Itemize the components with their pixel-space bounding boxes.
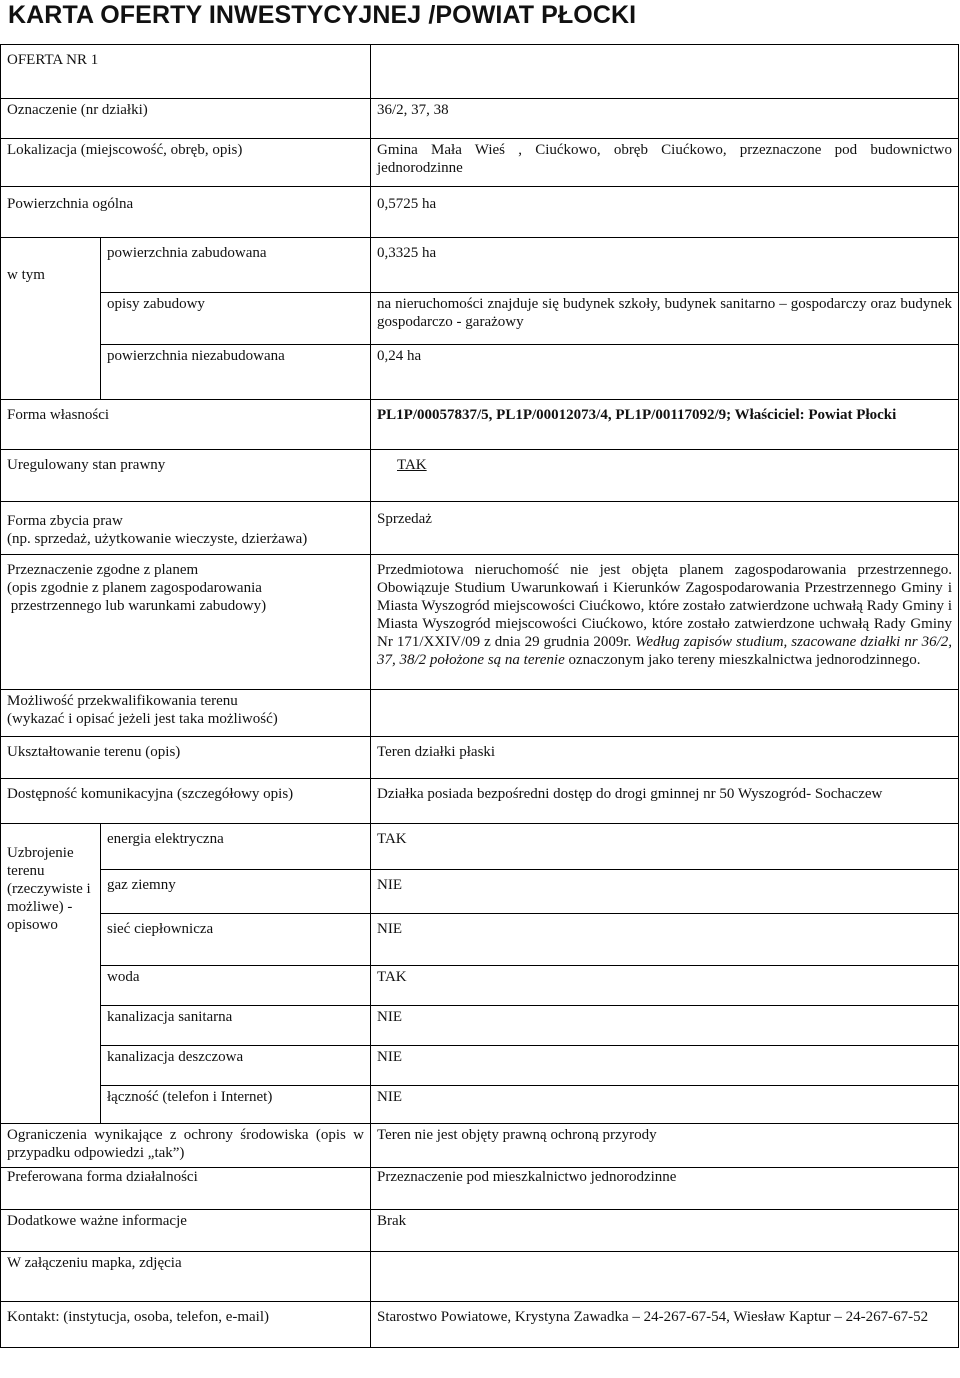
lokalizacja-value: Gmina Mała Wieś , Ciućkowo, obręb Ciućkowo, przeznaczone pod budownictwo jednorodzinne <box>371 139 959 187</box>
ograniczenia-label: Ograniczenia wynikające z ochrony środowiska (opis w przypadku odpowiedzi „tak”) <box>1 1124 371 1168</box>
gaz-value: NIE <box>371 870 959 914</box>
forma-zbycia-label-line2: (np. sprzedaż, użytkowanie wieczyste, dzierżawa) <box>7 531 308 547</box>
row-powierzchnia <box>1 187 959 238</box>
row-gaz <box>1 870 959 914</box>
row-zabudowana <box>1 238 959 293</box>
offer-number-value <box>371 45 959 99</box>
oznaczenie-label: Oznaczenie (nr działki) <box>1 99 371 139</box>
uksztaltowanie-value: Teren działki płaski <box>371 737 959 779</box>
row-lacznosc <box>1 1086 959 1124</box>
energia-value: TAK <box>371 824 959 870</box>
forma-zbycia-label-line1: Forma zbycia praw <box>7 513 123 529</box>
forma-wlasnosci-label: Forma własności <box>1 400 371 450</box>
zabudowana-value: 0,3325 ha <box>371 238 959 293</box>
stan-prawny-value: TAK <box>397 457 427 473</box>
przeznaczenie-label-line1: Przeznaczenie zgodne z planem <box>7 562 199 578</box>
row-ograniczenia <box>1 1124 959 1168</box>
dodatkowe-value: Brak <box>371 1210 959 1252</box>
opisy-zabudowy-value: na nieruchomości znajduje się budynek szkoły, budynek sanitarno – gospodarczy oraz budynek gospodarczo - garażowy <box>371 293 959 345</box>
dodatkowe-label: Dodatkowe ważne informacje <box>1 1210 371 1252</box>
uksztaltowanie-label: Ukształtowanie terenu (opis) <box>1 737 371 779</box>
kanalizacja-deszczowa-label: kanalizacja deszczowa <box>101 1046 371 1086</box>
offer-table <box>0 44 959 1348</box>
powierzchnia-label: Powierzchnia ogólna <box>1 187 371 238</box>
przekwalifikowanie-label-line1: Możliwość przekwalifikowania terenu <box>7 693 238 709</box>
row-opisy-zabudowy <box>1 293 959 345</box>
woda-value: TAK <box>371 966 959 1006</box>
przeznaczenie-label-line2: (opis zgodnie z planem zagospodarowania <box>7 580 262 596</box>
energia-label: energia elektryczna <box>101 824 371 870</box>
row-dostepnosc <box>1 779 959 824</box>
row-niezabudowana <box>1 345 959 400</box>
row-forma-wlasnosci <box>1 400 959 450</box>
przeznaczenie-value-cell <box>371 555 959 690</box>
oznaczenie-value: 36/2, 37, 38 <box>371 99 959 139</box>
row-forma-zbycia <box>1 502 959 555</box>
siec-cieplownicza-label: sieć ciepłownicza <box>101 914 371 966</box>
forma-zbycia-label-cell <box>1 502 371 555</box>
uzbrojenie-label: Uzbrojenie terenu (rzeczywiste i możliwe) - opisowo <box>1 824 101 1124</box>
offer-number: OFERTA NR 1 <box>1 45 371 99</box>
gaz-label: gaz ziemny <box>101 870 371 914</box>
row-preferowana <box>1 1168 959 1210</box>
przekwalifikowanie-label-line2: (wykazać i opisać jeżeli jest taka możliwość) <box>7 711 278 727</box>
stan-prawny-label: Uregulowany stan prawny <box>1 450 371 502</box>
forma-zbycia-value: Sprzedaż <box>371 502 959 555</box>
row-lokalizacja <box>1 139 959 187</box>
dostepnosc-value: Działka posiada bezpośredni dostęp do drogi gminnej nr 50 Wyszogród- Sochaczew <box>371 779 959 824</box>
row-energia <box>1 824 959 870</box>
lacznosc-value: NIE <box>371 1086 959 1124</box>
kanalizacja-deszczowa-value: NIE <box>371 1046 959 1086</box>
row-woda <box>1 966 959 1006</box>
row-siec-cieplownicza <box>1 914 959 966</box>
row-kanalizacja-sanitarna <box>1 1006 959 1046</box>
niezabudowana-label: powierzchnia niezabudowana <box>101 345 371 400</box>
lokalizacja-label: Lokalizacja (miejscowość, obręb, opis) <box>1 139 371 187</box>
przeznaczenie-value-italic: Według zapisów studium, szacowane działki nr 36/2, 37, 38/2 położone są na terenie <box>377 634 952 668</box>
przeznaczenie-value-tail: oznaczonym jako tereny mieszkalnictwa jednorodzinnego. <box>564 652 921 668</box>
przekwalifikowanie-value <box>371 690 959 737</box>
row-stan-prawny <box>1 450 959 502</box>
row-offer-number <box>1 45 959 99</box>
row-przekwalifikowanie <box>1 690 959 737</box>
zabudowana-label: powierzchnia zabudowana <box>101 238 371 293</box>
row-oznaczenie <box>1 99 959 139</box>
preferowana-value: Przeznaczenie pod mieszkalnictwo jednorodzinne <box>371 1168 959 1210</box>
row-kontakt <box>1 1302 959 1348</box>
row-przeznaczenie <box>1 555 959 690</box>
row-kanalizacja-deszczowa <box>1 1046 959 1086</box>
woda-label: woda <box>101 966 371 1006</box>
przeznaczenie-value-plain: Przedmiotowa nieruchomość nie jest objęta planem zagospodarowania przestrzennego. Obowiązuje Studium Uwarunkowań i Kierunków Zagospodarowania Przestrzennego Gminy i Miasta Wyszogród miejscowości Ciućkowo, które zostało zatwierdzone uchwałą Rady Gminy i Miasta Wyszogród miejscowości Ciućkowo, które zostało zatwierdzone uchwałą Rady Gminy Nr 171/XXIV/09 z dnia 29 grudnia 2009r. <box>377 562 952 650</box>
row-dodatkowe <box>1 1210 959 1252</box>
siec-cieplownicza-value: NIE <box>371 914 959 966</box>
zalacznik-value <box>371 1252 959 1302</box>
kanalizacja-sanitarna-value: NIE <box>371 1006 959 1046</box>
opisy-zabudowy-label: opisy zabudowy <box>101 293 371 345</box>
lacznosc-label: łączność (telefon i Internet) <box>101 1086 371 1124</box>
przekwalifikowanie-label-cell <box>1 690 371 737</box>
stan-prawny-cell <box>371 450 959 502</box>
row-uksztaltowanie <box>1 737 959 779</box>
row-zalacznik <box>1 1252 959 1302</box>
kanalizacja-sanitarna-label: kanalizacja sanitarna <box>101 1006 371 1046</box>
ograniczenia-value: Teren nie jest objęty prawną ochroną przyrody <box>371 1124 959 1168</box>
kontakt-label: Kontakt: (instytucja, osoba, telefon, e-mail) <box>1 1302 371 1348</box>
forma-wlasnosci-value: PL1P/00057837/5, PL1P/00012073/4, PL1P/00117092/9; Właściciel: Powiat Płocki <box>371 400 959 450</box>
przeznaczenie-label-cell <box>1 555 371 690</box>
w-tym-label: w tym <box>1 238 101 400</box>
page-title: KARTA OFERTY INWESTYCYJNEJ /POWIAT PŁOCKI <box>8 1 637 29</box>
powierzchnia-value: 0,5725 ha <box>371 187 959 238</box>
zalacznik-label: W załączeniu mapka, zdjęcia <box>1 1252 371 1302</box>
dostepnosc-label: Dostępność komunikacyjna (szczegółowy opis) <box>1 779 371 824</box>
preferowana-label: Preferowana forma działalności <box>1 1168 371 1210</box>
kontakt-value: Starostwo Powiatowe, Krystyna Zawadka – 24-267-67-54, Wiesław Kaptur – 24-267-67-52 <box>371 1302 959 1348</box>
przeznaczenie-label-line3: przestrzennego lub warunkami zabudowy) <box>7 598 267 614</box>
niezabudowana-value: 0,24 ha <box>371 345 959 400</box>
